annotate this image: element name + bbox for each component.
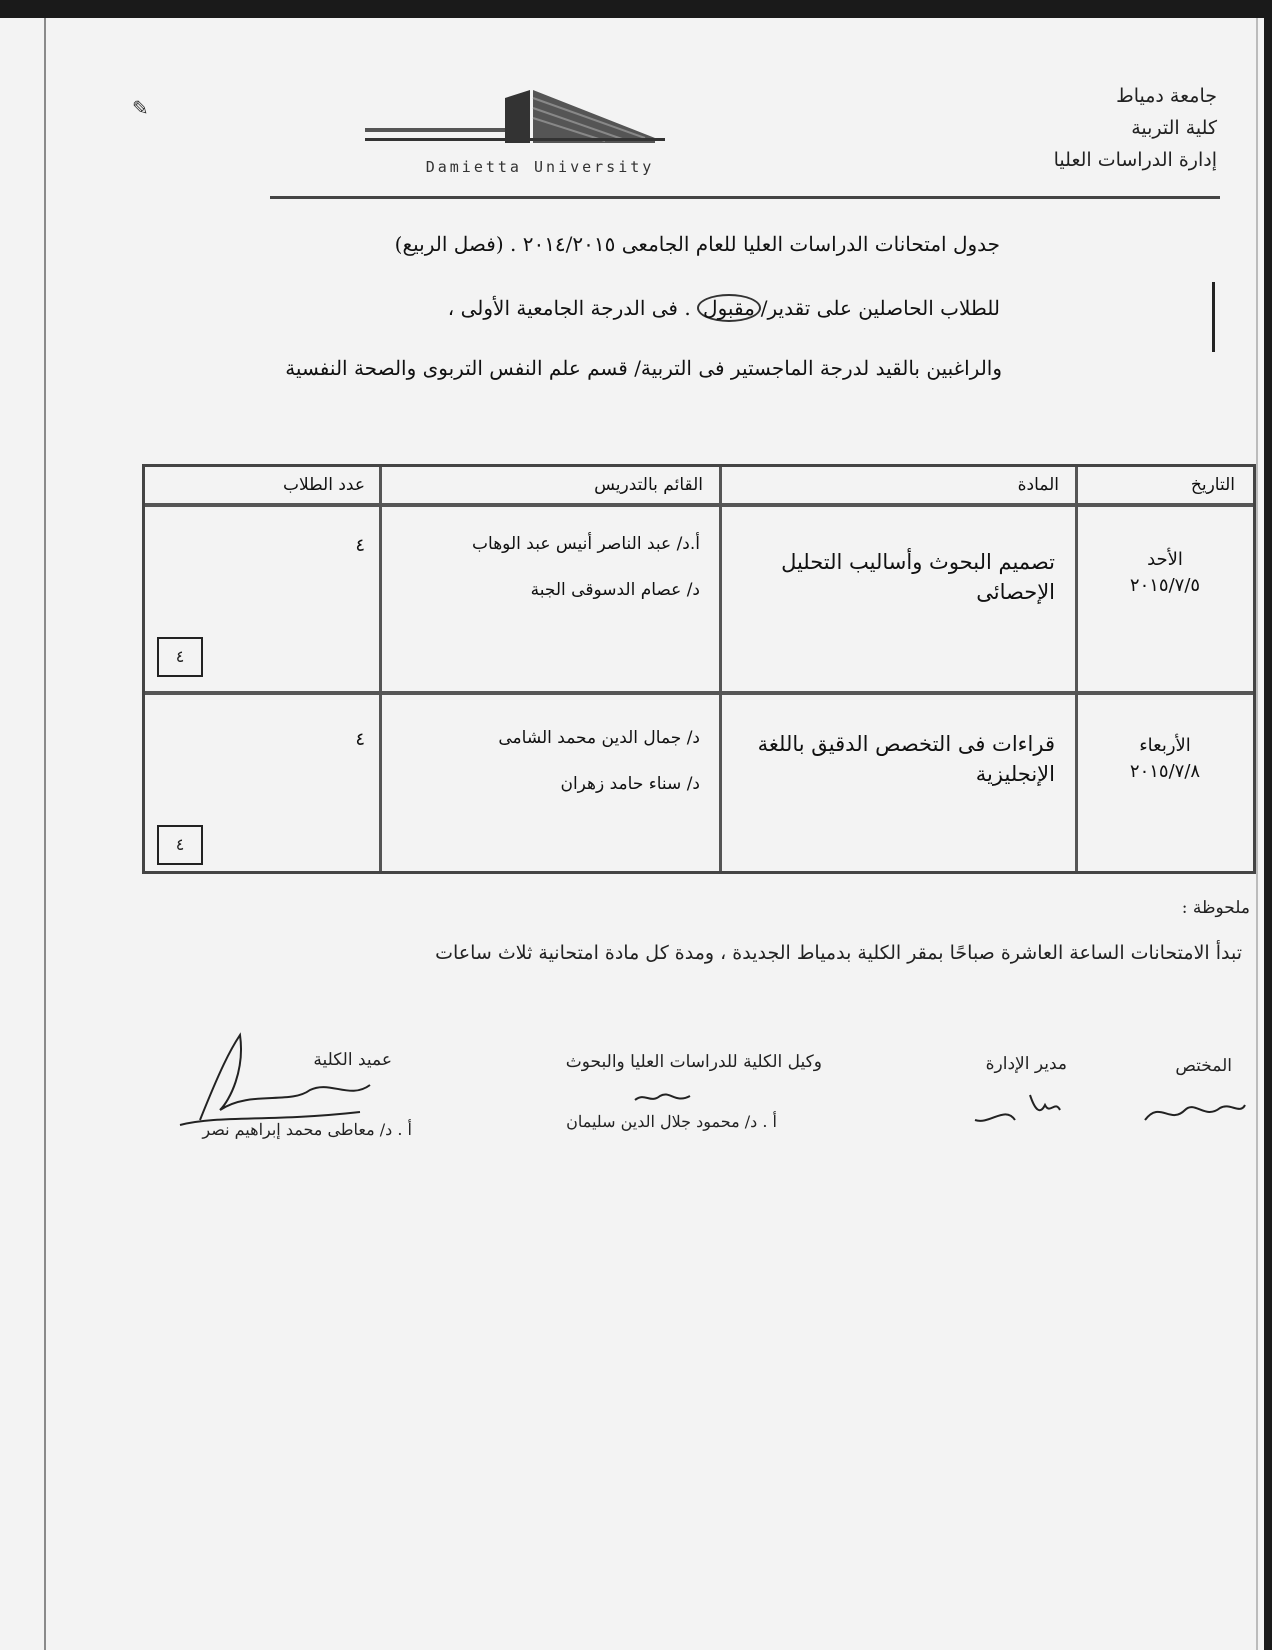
vice-dean-title: وكيل الكلية للدراسات العليا والبحوث [565, 1052, 822, 1072]
row-count: ٤ [355, 729, 365, 750]
specialist-signature [1140, 1090, 1250, 1130]
header-subject: المادة [1017, 475, 1059, 495]
department-header [997, 80, 1217, 176]
teacher-name: د/ سناء حامد زهران [560, 774, 700, 794]
scan-fold-line-right [1256, 18, 1258, 1650]
row-day: الأحد [1147, 549, 1183, 570]
title-line-2-end: . فى الدرجة الجامعية الأولى ، [447, 296, 698, 320]
header-divider [270, 196, 1220, 199]
title-line-2-start: للطلاب الحاصلين على تقدير/ [760, 296, 1000, 320]
admin-manager-signature [970, 1085, 1070, 1135]
row-divider [145, 503, 1253, 507]
teacher-name: د/ جمال الدين محمد الشامى [498, 728, 700, 748]
row-divider [145, 691, 1253, 695]
row-date: ٢٠١٥/٧/٨ [1129, 761, 1201, 782]
vice-dean-name: أ . د/ محمود جلال الدين سليمان [566, 1112, 777, 1131]
table-row-date [1085, 547, 1245, 599]
row-teachers [395, 521, 700, 613]
scan-fold-line [44, 18, 46, 1650]
title-line-3: والراغبين بالقيد لدرجة الماجستير فى التربية/ قسم علم النفس التربوى والصحة النفسية [285, 356, 1002, 380]
pen-mark-icon: ✎ [132, 96, 149, 120]
margin-pen-mark [1212, 282, 1215, 352]
row-count: ٤ [355, 535, 365, 556]
count-box: ٤ [157, 825, 203, 865]
count-box: ٤ [157, 637, 203, 677]
note-label: ملحوظة : [1181, 898, 1250, 918]
note-text: تبدأ الامتحانات الساعة العاشرة صباحًا بمقر الكلية بدمياط الجديدة ، ومدة كل مادة امتحانية ثلاث ساعات [435, 942, 1242, 964]
dean-signature [160, 1030, 380, 1130]
row-date: ٢٠١٥/٧/٥ [1129, 575, 1201, 596]
dean-title: عميد الكلية [313, 1050, 392, 1070]
teacher-name: أ.د/ عبد الناصر أنيس عبد الوهاب [472, 534, 700, 554]
dean-name: أ . د/ معاطى محمد إبراهيم نصر [202, 1120, 412, 1139]
row-day: الأربعاء [1139, 735, 1191, 756]
university-name: جامعة دمياط [1116, 85, 1217, 107]
header-date: التاريخ [1190, 475, 1235, 495]
exam-schedule-table [142, 464, 1256, 874]
row-teachers [395, 715, 700, 807]
table-row-date [1085, 733, 1245, 785]
scan-border-top [0, 0, 1272, 18]
header-count: عدد الطلاب [282, 475, 365, 495]
col-divider [719, 467, 722, 871]
col-divider [379, 467, 382, 871]
teacher-name: د/ عصام الدسوقى الجبة [530, 580, 700, 600]
title-line-2 [300, 296, 1000, 320]
header-teacher: القائم بالتدريس [594, 475, 703, 495]
logo-english-text: Damietta University [425, 158, 655, 176]
grade-circled: مقبول [697, 294, 761, 322]
department-name: إدارة الدراسات العليا [1053, 149, 1217, 171]
col-divider [1075, 467, 1078, 871]
admin-manager-title: مدير الإدارة [985, 1054, 1067, 1074]
row-subject: قراءات فى التخصص الدقيق باللغة الإنجليزية [757, 732, 1055, 786]
title-line-1: جدول امتحانات الدراسات العليا للعام الجامعى ٢٠١٤/٢٠١٥ . (فصل الربيع) [394, 232, 1000, 256]
vice-dean-initials [630, 1088, 700, 1108]
specialist-title: المختص [1175, 1056, 1232, 1076]
faculty-name: كلية التربية [1131, 117, 1217, 139]
scan-border-right [1264, 0, 1272, 1650]
row-subject: تصميم البحوث وأساليب التحليل الإحصائى [781, 550, 1055, 604]
